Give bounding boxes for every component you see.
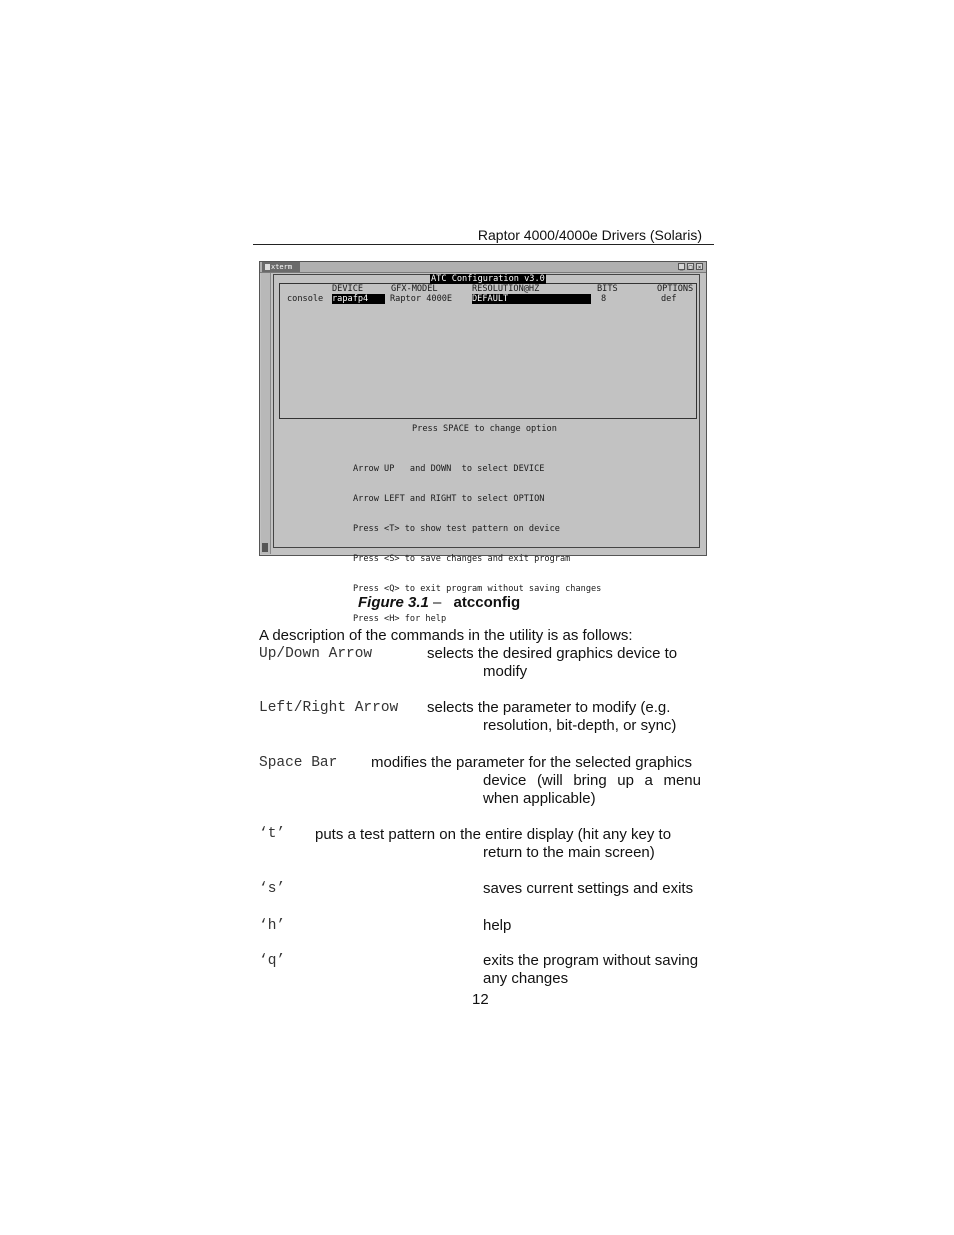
page-number: 12 xyxy=(472,991,489,1008)
command-desc-first: help xyxy=(483,917,512,934)
command-desc-first: selects the desired graphics device to xyxy=(427,645,678,662)
options-value: def xyxy=(661,294,677,304)
command-key: Left/Right Arrow xyxy=(259,700,399,716)
header-rule xyxy=(253,244,714,245)
resolution-field[interactable]: DEFAULT xyxy=(472,294,591,304)
command-key: Space Bar xyxy=(259,755,338,771)
maximize-button[interactable]: □ xyxy=(688,264,693,271)
command-key: ‘t’ xyxy=(259,826,286,842)
command-desc-first: modifies the parameter for the selected graphics xyxy=(371,754,692,771)
command-desc-rest: return to the main screen) xyxy=(483,844,655,861)
figure-number: Figure 3.1 xyxy=(358,594,429,611)
column-device: DEVICE xyxy=(332,284,364,294)
help-line: Press <T> to show test pattern on device xyxy=(353,524,560,534)
help-lines xyxy=(353,444,601,644)
command-desc-first: puts a test pattern on the entire display (hit any key to xyxy=(315,826,672,843)
help-line: Press <Q> to exit program without saving changes xyxy=(353,584,602,594)
column-gfx-model: GFX-MODEL xyxy=(391,284,438,294)
xterm-scrollbar[interactable] xyxy=(261,273,271,554)
command-desc-rest: device (will bring up a menu when applicable) xyxy=(483,772,701,807)
command-key: ‘q’ xyxy=(259,953,286,969)
bits-value: 8 xyxy=(601,294,607,304)
help-line: Press <S> to save changes and exit program xyxy=(353,554,571,564)
command-desc-rest: resolution, bit-depth, or sync) xyxy=(483,717,677,734)
command-key: ‘h’ xyxy=(259,918,286,934)
xterm-titlebar[interactable] xyxy=(260,262,706,273)
command-desc-first: selects the parameter to modify (e.g. xyxy=(427,699,671,716)
scrollbar-thumb[interactable] xyxy=(262,543,268,552)
help-line: Arrow UP and DOWN to select DEVICE xyxy=(353,464,545,474)
close-button[interactable]: × xyxy=(697,264,702,271)
command-desc-rest: any changes xyxy=(483,970,569,987)
command-key: Up/Down Arrow xyxy=(259,646,373,662)
help-line: Press <H> for help xyxy=(353,614,447,624)
xterm-title: xterm xyxy=(271,263,293,271)
row-name: console xyxy=(287,294,324,304)
command-desc-rest: modify xyxy=(483,663,528,680)
command-desc-first: saves current settings and exits xyxy=(483,880,694,897)
dialog-title: ATC Configuration v3.0 xyxy=(431,274,545,284)
terminal-icon xyxy=(265,264,270,270)
minimize-button[interactable]: _ xyxy=(679,264,684,271)
device-field[interactable]: rapafp4 xyxy=(332,294,385,304)
command-key: ‘s’ xyxy=(259,881,286,897)
help-line: Arrow LEFT and RIGHT to select OPTION xyxy=(353,494,545,504)
caption-dash: – xyxy=(433,594,442,611)
press-space-hint: Press SPACE to change option xyxy=(412,424,557,434)
model-value: Raptor 4000E xyxy=(390,294,453,304)
command-desc-first: exits the program without saving xyxy=(483,952,699,969)
intro-paragraph: A description of the commands in the utility is as follows: xyxy=(259,627,633,644)
xterm-title-tab[interactable] xyxy=(262,262,300,272)
column-options: OPTIONS xyxy=(657,284,694,294)
running-head: Raptor 4000/4000e Drivers (Solaris) xyxy=(477,227,702,243)
caption-text: atcconfig xyxy=(453,594,521,611)
column-resolution: RESOLUTION@HZ xyxy=(472,284,540,294)
column-bits: BITS xyxy=(597,284,618,294)
figure-caption xyxy=(358,594,520,611)
